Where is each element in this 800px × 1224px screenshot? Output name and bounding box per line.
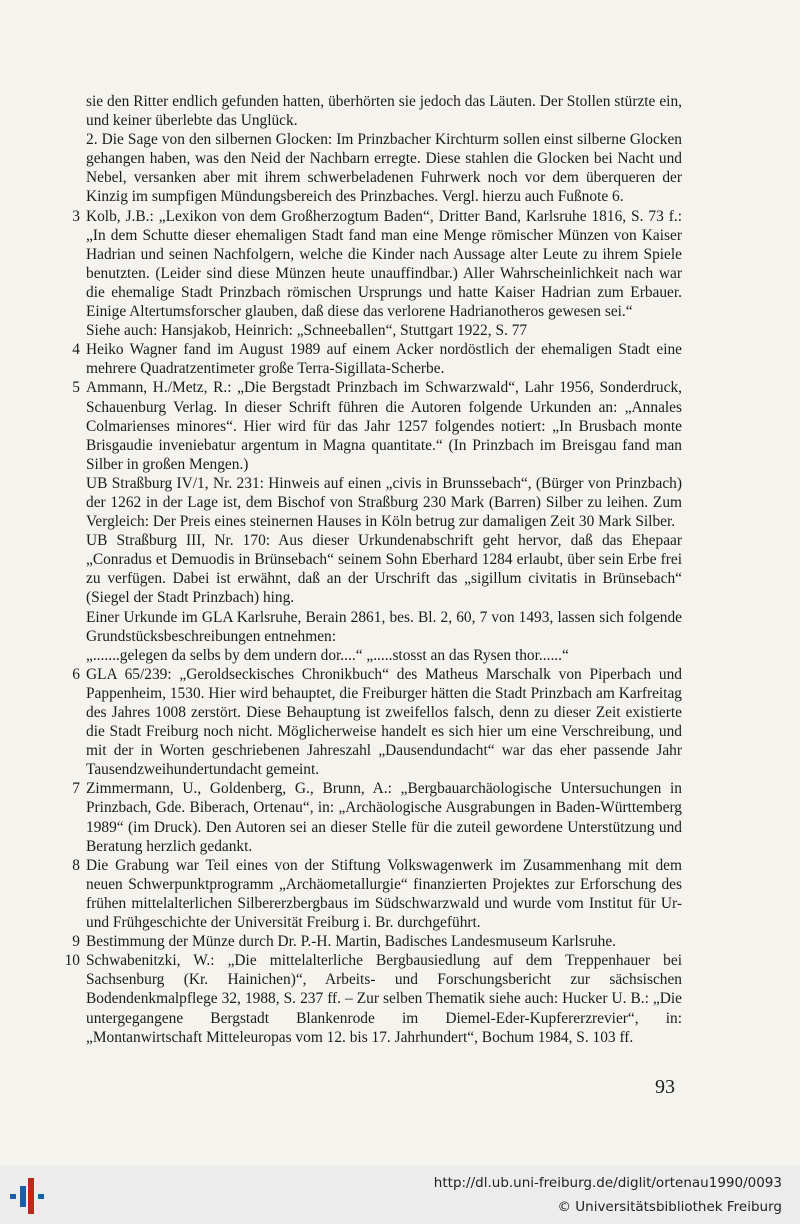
- footnote-text: Kolb, J.B.: „Lexikon von dem Großherzogtum Baden“, Dritter Band, Karlsruhe 1816, S. 73 f.: „In dem Schutte dieser ehemaligen Stadt fand man eine Menge römischer Münzen von Kaiser Hadrian und seinen Nachfolgern, welche die Kinder nach Aussage alter Leute zu ihrem Spiele benutzten. (Leider sind diese Münzen heute unauffindbar.) Aller Wahrscheinlichkeit nach war die ehemalige Stadt Prinzbach römischen Ursprungs und hatte Kaiser Hadrian zum Erbauer. Einige Altertumsforscher glauben, daß diese das verlorene Hadrianotheros gewesen sei.“: [86, 207, 682, 321]
- footnote: [62, 779, 682, 855]
- footnote: [62, 665, 682, 780]
- footnote-number: 3: [72, 207, 80, 225]
- footnote-number: 10: [64, 952, 80, 970]
- footnote-number: 6: [72, 665, 80, 683]
- footnote-text: Heiko Wagner fand im August 1989 auf einem Acker nordöstlich der ehemaligen Stadt eine mehrere Quadratzentimeter große Terra-Sigillata-Scherbe.: [86, 341, 682, 378]
- footnote-text: Einer Urkunde im GLA Karlsruhe, Berain 2861, bes. Bl. 2, 60, 7 von 1493, lassen sich folgende Grundstücksbeschreibungen entnehmen:: [86, 608, 682, 645]
- footnotes-list: [62, 207, 682, 1047]
- footnote-number: 4: [72, 341, 80, 359]
- footnote-text: Schwabenitzki, W.: „Die mittelalterliche Bergbausiedlung auf dem Treppenhauer bei Sachsenburg (Kr. Hainichen)“, Arbeits- und Forschungsbericht zur sächsischen Bodendenkmalpflege 32, 1988, S. 237 ff. – Zur selben Thematik siehe auch: Hucker U. B.: „Die untergegangene Bergstadt Blankenrode im Diemel-Eder-Kupfererzrevier“, in: „Montanwirtschaft Mitteleuropas vom 12. bis 17. Jahrhundert“, Bochum 1984, S. 103 ff.: [86, 952, 682, 1046]
- footnote-text: Ammann, H./Metz, R.: „Die Bergstadt Prinzbach im Schwarzwald“, Lahr 1956, Sonderdruck, Schauenburg Verlag. In dieser Schrift führen die Autoren folgende Urkunden an: „Annales Colmarienses minores“. Hier wird für das Jahr 1257 folgendes notiert: „In Brusbach monte Brisgaudie inveniebatur argentum in Magna quantitate.“ (In Prinzbach im Breisgau fand man Silber in großen Mengen.): [86, 379, 682, 473]
- footnote-text: UB Straßburg III, Nr. 170: Aus dieser Urkundenabschrift geht hervor, daß das Ehepaar „Conradus et Demuodis in Brünsebach“ seinem Sohn Eberhard 1284 erlaubt, über sein Erbe frei zu verfügen. Dabei ist erwähnt, daß an der Urschrift das „sigillum civitatis in Brünsebach“ (Siegel der Stadt Prinzbach) hing.: [86, 532, 682, 607]
- ub-freiburg-logo-icon: [8, 1176, 52, 1216]
- footnote: [62, 932, 682, 951]
- footnote-number: 7: [72, 780, 80, 798]
- footnote: [62, 856, 682, 932]
- page-text: [62, 92, 682, 1047]
- footnote-number: 8: [72, 856, 80, 874]
- footnote: [62, 207, 682, 341]
- footnote-text: „.......gelegen da selbs by dem undern dor....“ „.....stosst an das Rysen thor......“: [86, 646, 569, 664]
- library-footer: [0, 1166, 800, 1224]
- footnote-number: 5: [72, 379, 80, 397]
- footnote-number: 9: [72, 933, 80, 951]
- intro-paragraph-2: 2. Die Sage von den silbernen Glocken: Im Prinzbacher Kirchturm sollen einst silberne Glocken gehangen haben, was den Neid der Nachbarn erregte. Diese stahlen die Glocken bei Nacht und Nebel, versanken aber mit ihrem schwerbeladenen Fuhrwerk noch vor dem überqueren der Kinzig im sumpfigen Mündungsbereich des Prinzbaches. Vergl. hierzu auch Fußnote 6.: [86, 131, 682, 206]
- copyright-notice: © Universitätsbibliothek Freiburg: [557, 1199, 782, 1215]
- footnote-text: Siehe auch: Hansjakob, Heinrich: „Schneeballen“, Stuttgart 1922, S. 77: [86, 322, 528, 340]
- footnote-text: GLA 65/239: „Geroldseckisches Chronikbuch“ des Matheus Marschalk von Piperbach und Pappenheim, 1530. Hier wird behauptet, die Freiburger hätten die Stadt Prinzbach am Karfreitag des Jahres 1008 zerstört. Diese Behauptung ist zweifellos falsch, denn zu dieser Zeit existierte die Stadt Freiburg noch nicht. Möglicherweise handelt es sich hier um eine Verschreibung, und mit der in Worten geschriebenen Jahreszahl „Dausendundacht“ war das eher passende Jahr Tausendzweihundertundacht gemeint.: [86, 665, 682, 779]
- footnote-text: Bestimmung der Münze durch Dr. P.-H. Martin, Badisches Landesmuseum Karlsruhe.: [86, 933, 617, 951]
- footnote: [62, 378, 682, 664]
- footnote-text: UB Straßburg IV/1, Nr. 231: Hinweis auf einen „civis in Brunssebach“, (Bürger von Prinzbach) der 1262 in der Lage ist, dem Bischof von Straßburg 230 Mark (Barren) Silber zu leihen. Zum Vergleich: Der Preis eines steinernen Hauses in Köln betrug zur damaligen Zeit 30 Mark Silber.: [86, 474, 682, 531]
- footnote-text: Die Grabung war Teil eines von der Stiftung Volkswagenwerk im Zusammenhang mit dem neuen Schwerpunktprogramm „Archäometallurgie“ finanzierten Projektes zur Erforschung des frühen mittelalterlichen Silbererzbergbaus im Südschwarzwald und wurde vom Institut für Ur- und Frühgeschichte der Universität Freiburg i. Br. durchgeführt.: [86, 856, 682, 932]
- document-url-link[interactable]: http://dl.ub.uni-freiburg.de/diglit/ortenau1990/0093: [433, 1175, 782, 1191]
- page-number: 93: [655, 1076, 675, 1098]
- footnote: [62, 340, 682, 378]
- footnote: [62, 951, 682, 1046]
- intro-paragraph-1: sie den Ritter endlich gefunden hatten, überhörten sie jedoch das Läuten. Der Stollen stürzte ein, und keiner überlebte das Unglück.: [86, 93, 682, 130]
- footnote-text: Zimmermann, U., Goldenberg, G., Brunn, A.: „Bergbauarchäologische Untersuchungen in Prinzbach, Gde. Biberach, Ortenau“, in: „Archäologische Ausgrabungen in Baden-Württemberg 1989“ (im Druck). Den Autoren sei an dieser Stelle für die zuteil gewordene Unterstützung und Beratung herzlich gedankt.: [86, 780, 682, 855]
